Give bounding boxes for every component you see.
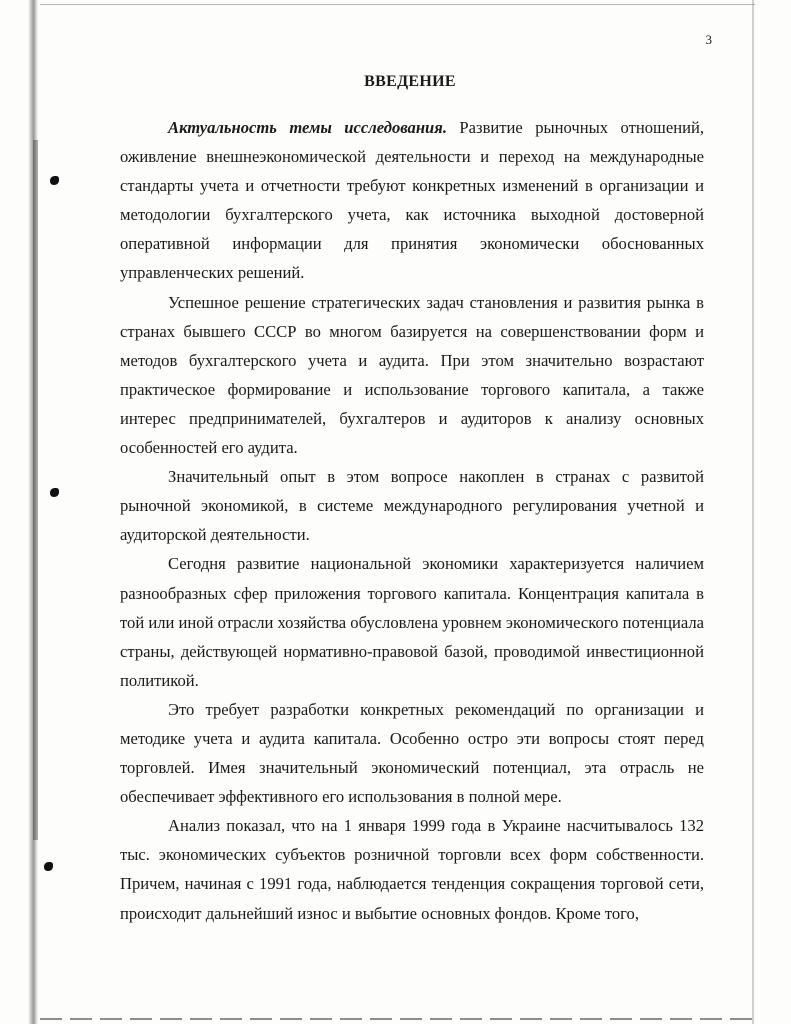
paragraph: Это требует разработки конкретных рекомендаций по организации и методике учета и аудита капитала. Особенно остро эти вопросы стоят перед торговлей. Имея значительный экономический потенциал, эта отрасль не обеспечивает эффективного его использования в полной мере. — [120, 699, 704, 807]
paragraph-text: Развитие рыночных отношений, оживление внешнеэкономической деятельности и переход на международные стандарты учета и отчетности требуют конкретных изменений в организации и методологии бухгалтерского учета, как источника выходной достоверной оперативной информации для принятия экономически обоснованных управленческих решений. — [120, 118, 704, 283]
body-text — [120, 113, 704, 928]
binding-hole-mark — [50, 176, 59, 185]
paragraph: Сегодня развитие национальной экономики характеризуется наличием разнообразных сфер приложения торгового капитала. Концентрация капитала в той или иной отрасли хозяйства обусловлена уровнем экономического потенциала страны, действующей нормативно-правовой базой, проводимой инвестиционной политикой. — [120, 554, 704, 690]
paragraph: Успешное решение стратегических задач становления и развития рынка в странах бывшего СССР во многом базируется на совершенствовании форм и методов бухгалтерского учета и аудита. При этом значительно возрастают практическое формирование и использование торгового капитала, а также интерес предпринимателей, бухгалтеров и аудиторов к анализу основных особенностей его аудита. — [120, 292, 704, 458]
paragraph: Значительный опыт в этом вопросе накоплен в странах с развитой рыночной экономикой, в системе международного регулирования учетной и аудиторской деятельности. — [120, 467, 704, 545]
paragraph — [120, 113, 704, 288]
paragraph: Анализ показал, что на 1 января 1999 года в Украине насчитывалось 132 тыс. экономических субъектов розничной торговли всех форм собственности. Причем, начиная с 1991 года, наблюдается тенденция сокращения торговой сети, происходит дальнейший износ и выбытие основных фондов. Кроме того, — [120, 816, 704, 923]
paragraph-lead: Актуальность темы исследования. — [168, 118, 447, 137]
scan-edge-right — [752, 0, 754, 1024]
scan-edge-bottom — [40, 1018, 755, 1020]
binding-hole-mark — [50, 488, 59, 497]
binding-hole-mark — [44, 862, 53, 871]
scan-edge-top — [40, 4, 755, 5]
page-number: 3 — [705, 32, 712, 47]
scan-edge-left-shadow — [33, 140, 38, 840]
section-title: ВВЕДЕНИЕ — [364, 73, 456, 90]
